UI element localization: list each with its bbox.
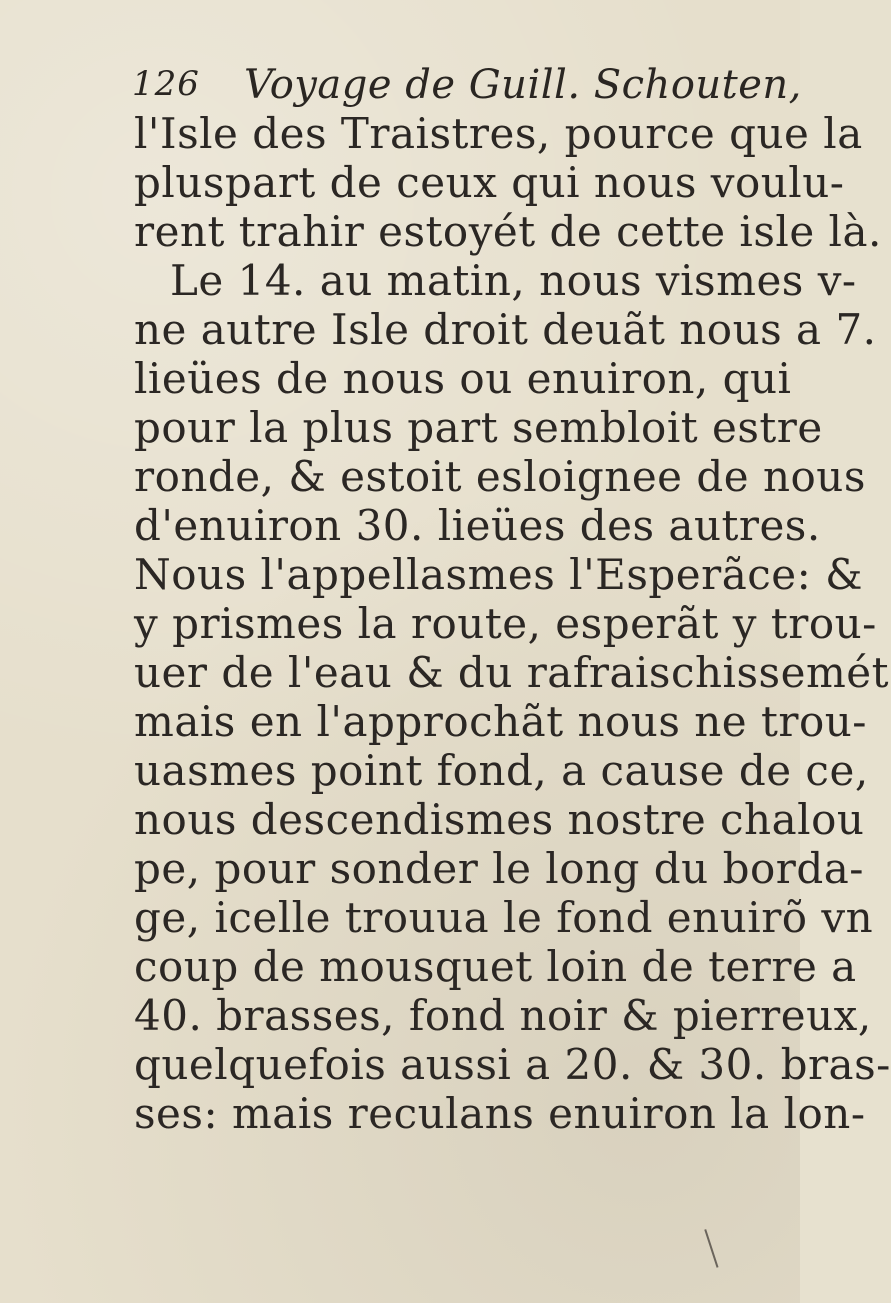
- text-line-16: pe, pour sonder le long du borda-: [134, 844, 864, 893]
- text-line-19: 40. brasses, fond noir & pierreux,: [134, 991, 872, 1040]
- text-line-18: coup de mousquet loin de terre a: [134, 942, 857, 991]
- body-text: [134, 109, 891, 1138]
- text-line-1: l'Isle des Traistres, pource que la: [134, 109, 863, 158]
- text-line-20: quelquefois aussi a 20. & 30. bras-: [134, 1040, 891, 1089]
- text-line-8: ronde, & estoit esloignee de nous: [134, 452, 866, 501]
- text-line-21: ses: mais reculans enuiron la lon-: [134, 1089, 866, 1138]
- page-number: 126: [132, 64, 200, 104]
- text-line-7: pour la plus part sembloit estre: [134, 403, 823, 452]
- text-line-14: uasmes point fond, a cause de ce,: [134, 746, 869, 795]
- text-line-17: ge, icelle trouua le fond enuirõ vn: [134, 893, 874, 942]
- text-line-13: mais en l'approchãt nous ne trou-: [134, 697, 867, 746]
- running-head: Voyage de Guill. Schouten,: [244, 62, 802, 108]
- text-line-5: ne autre Isle droit deuãt nous a 7.: [134, 305, 877, 354]
- page-header: [132, 62, 802, 114]
- text-line-11: y prismes la route, esperãt y trou-: [134, 599, 877, 648]
- text-line-6: lieües de nous ou enuiron, qui: [134, 354, 792, 403]
- text-line-10: Nous l'appellasmes l'Esperãce: &: [134, 550, 863, 599]
- text-line-4: Le 14. au matin, nous vismes v-: [170, 256, 857, 305]
- text-line-3: rent trahir estoyét de cette isle là.: [134, 207, 882, 256]
- text-line-12: uer de l'eau & du rafraischissemét: [134, 648, 890, 697]
- ink-stroke-mark: [704, 1224, 733, 1268]
- text-line-9: d'enuiron 30. lieües des autres.: [134, 501, 821, 550]
- text-line-15: nous descendismes nostre chalou: [134, 795, 865, 844]
- text-line-2: pluspart de ceux qui nous voulu-: [134, 158, 845, 207]
